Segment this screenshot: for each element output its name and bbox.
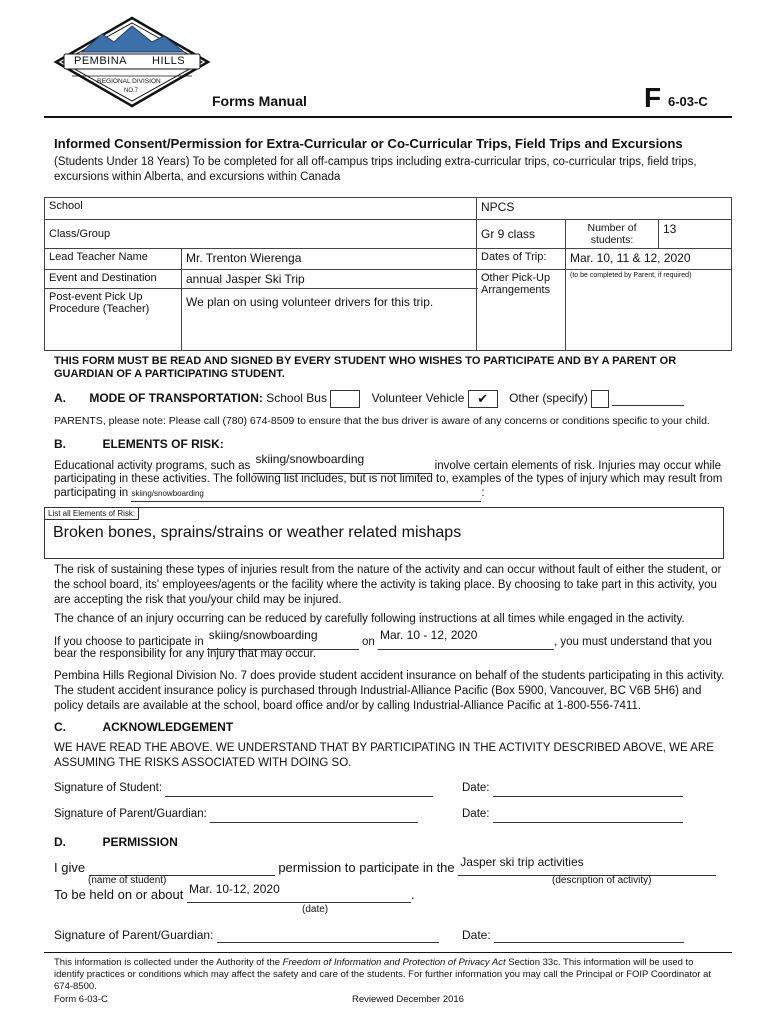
parents-note: PARENTS, please note: Please call (780) 674-8509 to ensure that the bus driver is aware of any concerns or conditions specific to your child. xyxy=(54,415,710,427)
parent-date-row-c xyxy=(462,807,683,823)
form-title: Informed Consent/Permission for Extra-Curricular or Co-Curricular Trips, Field Trips and Excursions xyxy=(54,136,683,151)
volunteer-vehicle-label: Volunteer Vehicle xyxy=(371,391,465,406)
choose-text-a: If you choose to participate in xyxy=(54,636,204,648)
logo-text-no7: NO.7 xyxy=(124,88,139,94)
parent-signature-row-d xyxy=(54,928,439,943)
footer-text-post: Section 33c. This information will be used to identify practices or conditions which may affect the safety and care of the students. For further information you may call the Principal or FOIP Coordinator at 674-8500. xyxy=(54,957,712,992)
must-sign-notice: THIS FORM MUST BE READ AND SIGNED BY EVERY STUDENT WHO WISHES TO PARTICIPATE AND BY A PARENT OR GUARDIAN OF A PARTICIPATING STUDENT. xyxy=(54,355,677,380)
school-bus-checkbox[interactable] xyxy=(330,390,360,408)
section-b-title: ELEMENTS OF RISK: xyxy=(102,437,224,451)
footer-notice xyxy=(54,957,726,993)
logo-text-pembina: PEMBINA xyxy=(74,55,128,67)
lead-teacher-label: Lead Teacher Name xyxy=(45,249,182,270)
choose-sentence-2: bear the responsibility for any injury that may occur. xyxy=(54,648,317,660)
header-rule xyxy=(44,116,732,118)
section-b-heading xyxy=(54,435,224,453)
section-a-title: MODE OF TRANSPORTATION: xyxy=(89,391,263,406)
section-c-heading xyxy=(54,718,233,736)
student-name-field[interactable] xyxy=(89,860,275,876)
parent-date-field-c[interactable] xyxy=(493,807,683,823)
risk-text-1b: involve certain elements of risk. Injuries may occur while xyxy=(434,460,721,472)
form-letter: F xyxy=(644,82,662,113)
trip-info-table xyxy=(44,197,732,351)
other-specify-field[interactable] xyxy=(612,391,684,406)
footer-act: Freedom of Information and Protection of Privacy Act xyxy=(282,957,506,968)
volunteer-vehicle-checkbox[interactable]: ✔ xyxy=(468,390,498,408)
logo-text-hills: HILLS xyxy=(152,55,186,67)
section-a-letter: A. xyxy=(54,391,66,406)
parent-signature-row-c xyxy=(54,807,418,823)
permission-text: permission to participate in the xyxy=(278,860,455,875)
event-value[interactable]: annual Jasper Ski Trip xyxy=(182,270,477,289)
held-on-label: To be held on or about xyxy=(54,887,184,902)
num-students-value[interactable]: 13 xyxy=(659,220,732,249)
division-logo xyxy=(52,14,212,109)
risk-list-label: List all Elements of Risk: xyxy=(45,508,139,520)
class-value[interactable]: Gr 9 class xyxy=(477,220,566,249)
form-subtitle: (Students Under 18 Years) To be completed for all off-campus trips including extra-curricular trips, co-curricular trips, field trips, excursions within Alberta, and excursions within Canada xyxy=(54,156,697,183)
choose-text-b: , you must understand that you xyxy=(554,636,712,648)
student-date-label: Date: xyxy=(462,782,490,794)
choose-date-field[interactable] xyxy=(378,628,554,650)
activity-description-value: Jasper ski trip activities xyxy=(460,855,584,869)
risk-paragraph-2: The chance of an injury occurring can be reduced by carefully following instructions at all times while engaged in the activity. xyxy=(54,613,685,625)
form-number: 6-03-C xyxy=(668,94,708,109)
parent-signature-field-d[interactable] xyxy=(217,928,439,943)
risk-paragraph-1: The risk of sustaining these types of injuries result from the nature of the activity and can occur without fault of either the student, or the school board, its' employees/agents or the facility where the activity is taking place. By choosing to take part in this activity, you are accepting the risk that you/your child may be injured. xyxy=(54,564,722,606)
held-on-row: To be held on or about Mar. 10-12, 2020 . xyxy=(54,882,415,902)
parent-signature-label-c: Signature of Parent/Guardian: xyxy=(54,808,207,820)
i-give-label: I give xyxy=(54,860,86,875)
parent-date-row-d xyxy=(462,928,684,943)
other-label: Other (specify) xyxy=(509,391,588,406)
other-pickup-note[interactable]: (to be completed by Parent, if required) xyxy=(566,270,732,351)
num-students-label: Number of students: xyxy=(566,220,659,249)
activity-value-1: skiing/snowboarding xyxy=(255,452,365,466)
pickup-label: Post-event Pick Up Procedure (Teacher) xyxy=(45,289,182,351)
footer-form-number: Form 6-03-C xyxy=(54,994,108,1005)
insurance-paragraph: Pembina Hills Regional Division No. 7 does provide student accident insurance on behalf of the students participating in this activity. The student accident insurance policy is purchased through Industrial-Alliance Pacific (Box 5900, Vancouver, BC V6B 5H6) and policy details are available at the school, board office and/or by calling Industrial-Alliance Pacific at 1-800-556-7411. xyxy=(54,670,725,712)
risk-list-value: Broken bones, sprains/strains or weather related mishaps xyxy=(53,524,462,541)
held-on-date-value: Mar. 10-12, 2020 xyxy=(189,882,280,896)
school-bus-label: School Bus xyxy=(266,391,327,406)
student-signature-row xyxy=(54,781,433,797)
date-caption: (date) xyxy=(302,904,329,915)
section-b-letter: B. xyxy=(54,437,66,451)
risk-list-box[interactable] xyxy=(44,507,724,559)
section-d-letter: D. xyxy=(54,835,66,849)
section-c-letter: C. xyxy=(54,720,66,734)
participating-field[interactable]: skiing/snowboarding xyxy=(131,486,481,502)
acknowledgement-text: WE HAVE READ THE ABOVE. WE UNDERSTAND THAT BY PARTICIPATING IN THE ACTIVITY DESCRIBED ABOVE, WE ARE ASSUMING THE RISKS ASSOCIATED WITH DOING SO. xyxy=(54,742,714,769)
logo-text-regional: REGIONAL DIVISION xyxy=(97,78,161,85)
activity-caption: (description of activity) xyxy=(552,875,652,886)
choose-date-value: Mar. 10 - 12, 2020 xyxy=(380,628,478,642)
choose-text-on: on xyxy=(362,636,375,648)
risk-text-1a: Educational activity programs, such as xyxy=(54,460,251,472)
student-date-row xyxy=(462,781,683,797)
student-name-caption: (name of student) xyxy=(88,875,167,886)
choose-activity-value: skiing/snowboarding xyxy=(208,628,318,642)
footer-rule xyxy=(44,952,732,953)
risk-sentence-3: participating in skiing/snowboarding : xyxy=(54,486,485,502)
permission-row xyxy=(54,855,716,876)
risk-sentence-2: participating in these activities. The following list includes, but is not limited to, examples of the types of injury which may result from xyxy=(54,473,723,485)
school-label: School xyxy=(45,198,477,220)
student-signature-field[interactable] xyxy=(165,781,433,797)
student-date-field[interactable] xyxy=(493,781,683,797)
transportation-row xyxy=(54,390,684,408)
school-value[interactable]: NPCS xyxy=(477,198,732,220)
event-label: Event and Destination xyxy=(45,270,182,289)
section-c-title: ACKNOWLEDGEMENT xyxy=(102,720,234,734)
parent-signature-label-d: Signature of Parent/Guardian: xyxy=(54,928,214,942)
dates-label: Dates of Trip: xyxy=(477,249,566,270)
footer-reviewed: Reviewed December 2016 xyxy=(352,994,464,1005)
class-label: Class/Group xyxy=(45,220,477,249)
risk-text-3a: participating in xyxy=(54,487,129,499)
manual-title: Forms Manual xyxy=(212,93,307,109)
other-pickup-label: Other Pick-Up Arrangements xyxy=(477,270,566,351)
parent-date-label-d: Date: xyxy=(462,928,491,942)
activity-description-field[interactable] xyxy=(458,855,716,876)
section-d-heading xyxy=(54,833,178,851)
parent-date-label-c: Date: xyxy=(462,808,490,820)
pickup-value[interactable]: We plan on using volunteer drivers for this trip. xyxy=(182,289,477,351)
student-signature-label: Signature of Student: xyxy=(54,782,163,794)
other-checkbox[interactable] xyxy=(591,390,609,408)
parent-signature-field-c[interactable] xyxy=(210,807,418,823)
parent-date-field-d[interactable] xyxy=(494,928,684,943)
footer-text-pre: This information is collected under the Authority of the xyxy=(54,957,281,968)
lead-teacher-value[interactable]: Mr. Trenton Wierenga xyxy=(182,249,477,270)
section-d-title: PERMISSION xyxy=(102,835,178,849)
dates-value[interactable]: Mar. 10, 11 & 12, 2020 xyxy=(566,249,732,270)
